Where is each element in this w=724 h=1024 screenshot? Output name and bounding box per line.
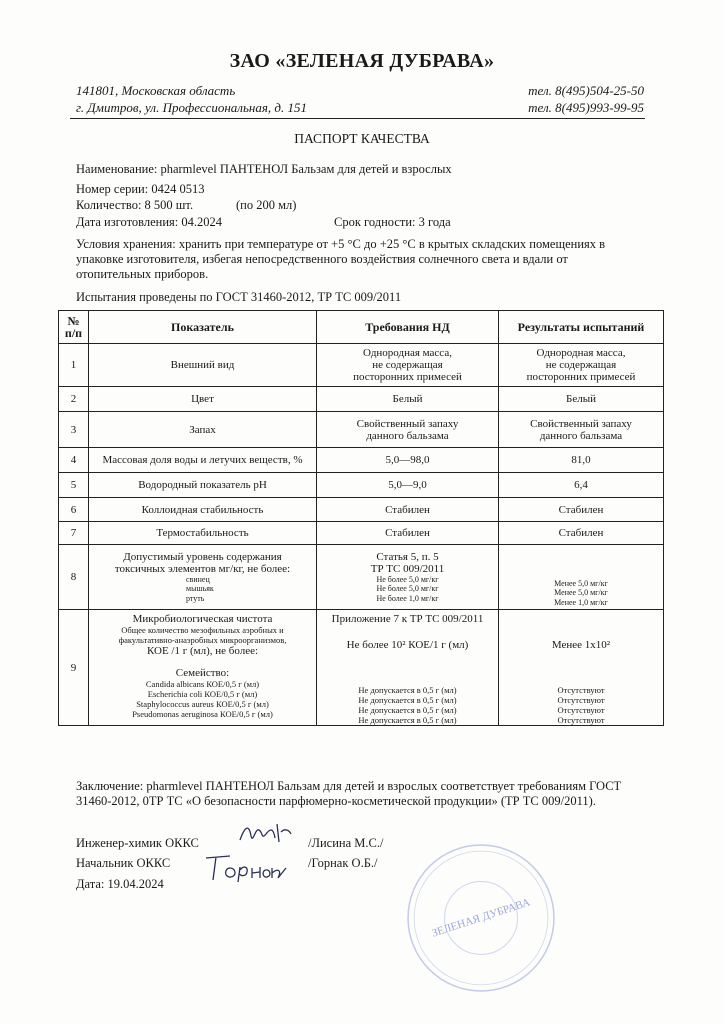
- product-name: Наименование: pharmlevel ПАНТЕНОЛ Бальзам для детей и взрослых: [76, 162, 452, 176]
- cell-line: Статья 5, п. 5: [376, 550, 439, 563]
- conclusion: Заключение: pharmlevel ПАНТЕНОЛ Бальзам для детей и взрослых соответствует требованиям ГОСТ 31460-2012, 0ТР ТС «О безопасности парфюмерно-косметической продукции» (ТР ТС 009/2011).: [76, 779, 622, 808]
- requirement-cell: [317, 387, 499, 412]
- cell-line: факультативно-анаэробных микроорганизмов,: [118, 635, 287, 645]
- cell-line: Менее 5,0 мг/кг: [554, 578, 608, 588]
- result-cell: [499, 387, 664, 412]
- cell-line: не содержащая: [545, 359, 617, 371]
- signer-name-2: /Горнак О.Б./: [308, 856, 378, 870]
- indicator-cell: Запах: [89, 412, 317, 448]
- cell-line: Escherichia coli КОЕ/0,5 г (мл): [147, 689, 258, 699]
- series-number: Номер серии: 0424 0513: [76, 182, 205, 196]
- row-number: 4: [59, 448, 89, 473]
- table-row: [59, 610, 664, 726]
- row-number: 9: [59, 610, 89, 726]
- element-name: свинец: [186, 574, 210, 584]
- shelf-life: Срок годности: 3 года: [334, 215, 451, 229]
- table-body: [59, 344, 664, 726]
- indicator-cell: [89, 545, 317, 610]
- cell-line: Менее 1,0 мг/кг: [554, 597, 608, 607]
- address-line-1: 141801, Московская область: [76, 83, 236, 98]
- requirement-cell: [317, 498, 499, 522]
- cell-line: посторонних примесей: [526, 371, 636, 383]
- row-number: 1: [59, 344, 89, 387]
- cell-line: Отсутствуют: [557, 685, 605, 695]
- cell-line: Семейство:: [175, 667, 230, 679]
- cell-line: Однородная масса,: [536, 347, 626, 359]
- requirement-cell: [317, 610, 499, 726]
- storage-conditions: Условия хранения: хранить при температуре от +5 °С до +25 °С в крытых складских помещениях в упаковке изготовителя, избегая непосредственного воздействия солнечного света и вдали от отопительных приборов.: [76, 237, 606, 281]
- requirement-cell: [317, 448, 499, 473]
- requirement-cell: [317, 522, 499, 545]
- cell-line: Не допускается в 0,5 г (мл): [358, 715, 457, 725]
- cell-line: Отсутствуют: [557, 715, 605, 725]
- cell-line: Общее количество мезофильных аэробных и: [121, 625, 284, 635]
- cell-line: Стабилен: [385, 503, 430, 516]
- cell-line: Pseudomonas aeruginosa КОЕ/0,5 г (мл): [132, 709, 273, 719]
- element-name: мышьяк: [186, 584, 214, 594]
- result-cell: [499, 545, 664, 610]
- cell-line: Свойственный запаху: [356, 417, 459, 430]
- quantity-note: (по 200 мл): [236, 198, 297, 212]
- indicator-cell: Термостабильность: [89, 522, 317, 545]
- cell-line: Стабилен: [558, 527, 604, 539]
- document-title: ПАСПОРТ КАЧЕСТВА: [294, 131, 430, 146]
- requirement-cell: [317, 545, 499, 610]
- cell-line: Не допускается в 0,5 г (мл): [358, 705, 457, 715]
- result-cell: [499, 344, 664, 387]
- table-row: [59, 448, 664, 473]
- row-number: 5: [59, 473, 89, 498]
- cell-line: 5,0—9,0: [388, 479, 427, 491]
- table-row: [59, 522, 664, 545]
- element-name: ртуть: [186, 593, 205, 603]
- header-indicator: Показатель: [89, 311, 317, 344]
- indicator-cell: [89, 610, 317, 726]
- cell-line: Стабилен: [558, 503, 604, 516]
- header-results: Результаты испытаний: [499, 311, 664, 344]
- cell-line: Не более 10² КОЕ/1 г (мл): [346, 639, 469, 651]
- test-standards: Испытания проведены по ГОСТ 31460-2012, ТР ТС 009/2011: [76, 290, 402, 304]
- signer-role-2: Начальник ОККС: [76, 856, 171, 870]
- indicator-cell: Внешний вид: [89, 344, 317, 387]
- table-row: [59, 545, 664, 610]
- signature-2: [200, 850, 295, 886]
- table-row: [59, 387, 664, 412]
- requirement-cell: [317, 473, 499, 498]
- header-divider: [70, 118, 645, 119]
- cell-line: токсичных элементов мг/кг, не более:: [114, 562, 291, 575]
- result-cell: [499, 522, 664, 545]
- header-number: № п/п: [59, 311, 89, 344]
- table-row: [59, 412, 664, 448]
- signature-1: [235, 818, 295, 848]
- cell-line: 6,4: [574, 479, 588, 491]
- cell-line: не содержащая: [372, 359, 443, 371]
- result-cell: [499, 412, 664, 448]
- cell-line: Свойственный запаху: [530, 417, 632, 430]
- phone-1: тел. 8(495)504-25-50: [528, 83, 644, 98]
- cell-line: Не более 5,0 мг/кг: [376, 584, 439, 594]
- quality-table: [58, 310, 664, 726]
- cell-line: КОЕ /1 г (мл), не более:: [146, 645, 259, 657]
- cell-line: Стабилен: [385, 527, 430, 539]
- signer-name-1: /Лисина М.С./: [308, 836, 384, 850]
- cell-line: Отсутствуют: [557, 695, 605, 705]
- stamp-text: ЗЕЛЕНАЯ ДУБРАВА: [430, 896, 532, 940]
- cell-line: Не допускается в 0,5 г (мл): [358, 695, 457, 705]
- cell-line: данного бальзама: [539, 429, 623, 442]
- indicator-cell: Массовая доля воды и летучих веществ, %: [89, 448, 317, 473]
- header-requirements: Требования НД: [317, 311, 499, 344]
- cell-line: Не более 1,0 мг/кг: [376, 593, 439, 603]
- cell-line: Staphylococcus aureus КОЕ/0,5 г (мл): [136, 699, 269, 709]
- quantity: Количество: 8 500 шт.: [76, 198, 194, 212]
- cell-line: Не допускается в 0,5 г (мл): [358, 685, 457, 695]
- requirement-cell: [317, 412, 499, 448]
- manufacture-date: Дата изготовления: 04.2024: [76, 215, 222, 229]
- result-cell: [499, 498, 664, 522]
- address-line-2: г. Дмитров, ул. Профессиональная, д. 151: [76, 100, 307, 115]
- cell-line: Candida albicans КОЕ/0,5 г (мл): [145, 679, 260, 689]
- row-number: 6: [59, 498, 89, 522]
- cell-line: Приложение 7 к ТР ТС 009/2011: [331, 613, 484, 625]
- cell-line: Менее 5,0 мг/кг: [554, 588, 608, 597]
- table-row: [59, 344, 664, 387]
- row-number: 2: [59, 387, 89, 412]
- cell-line: Однородная масса,: [363, 347, 452, 359]
- cell-line: 81,0: [571, 454, 591, 466]
- row-number: 7: [59, 522, 89, 545]
- cell-line: данного бальзама: [366, 429, 449, 442]
- cell-line: Менее 1х10²: [551, 639, 611, 651]
- cell-line: 5,0—98,0: [385, 454, 430, 466]
- cell-line: Белый: [566, 393, 596, 405]
- row-number: 8: [59, 545, 89, 610]
- organization-name: ЗАО «ЗЕЛЕНАЯ ДУБРАВА»: [229, 50, 495, 72]
- row-number: 3: [59, 412, 89, 448]
- indicator-cell: Коллоидная стабильность: [89, 498, 317, 522]
- indicator-cell: Водородный показатель рН: [89, 473, 317, 498]
- cell-line: посторонних примесей: [353, 371, 462, 383]
- company-stamp: [405, 842, 557, 994]
- table-row: [59, 498, 664, 522]
- cell-line: Отсутствуют: [557, 705, 605, 715]
- cell-line: Микробиологическая чистота: [132, 613, 273, 625]
- phone-2: тел. 8(495)993-99-95: [528, 100, 644, 115]
- cell-line: Белый: [392, 393, 423, 405]
- cell-line: Допустимый уровень содержания: [123, 550, 282, 563]
- signer-role-1: Инженер-химик ОККС: [76, 836, 199, 850]
- signing-date: Дата: 19.04.2024: [76, 877, 164, 891]
- table-row: [59, 473, 664, 498]
- cell-line: Не более 5,0 мг/кг: [376, 574, 439, 584]
- requirement-cell: [317, 344, 499, 387]
- result-cell: [499, 448, 664, 473]
- cell-line: ТР ТС 009/2011: [370, 562, 445, 575]
- result-cell: [499, 610, 664, 726]
- indicator-cell: Цвет: [89, 387, 317, 412]
- result-cell: [499, 473, 664, 498]
